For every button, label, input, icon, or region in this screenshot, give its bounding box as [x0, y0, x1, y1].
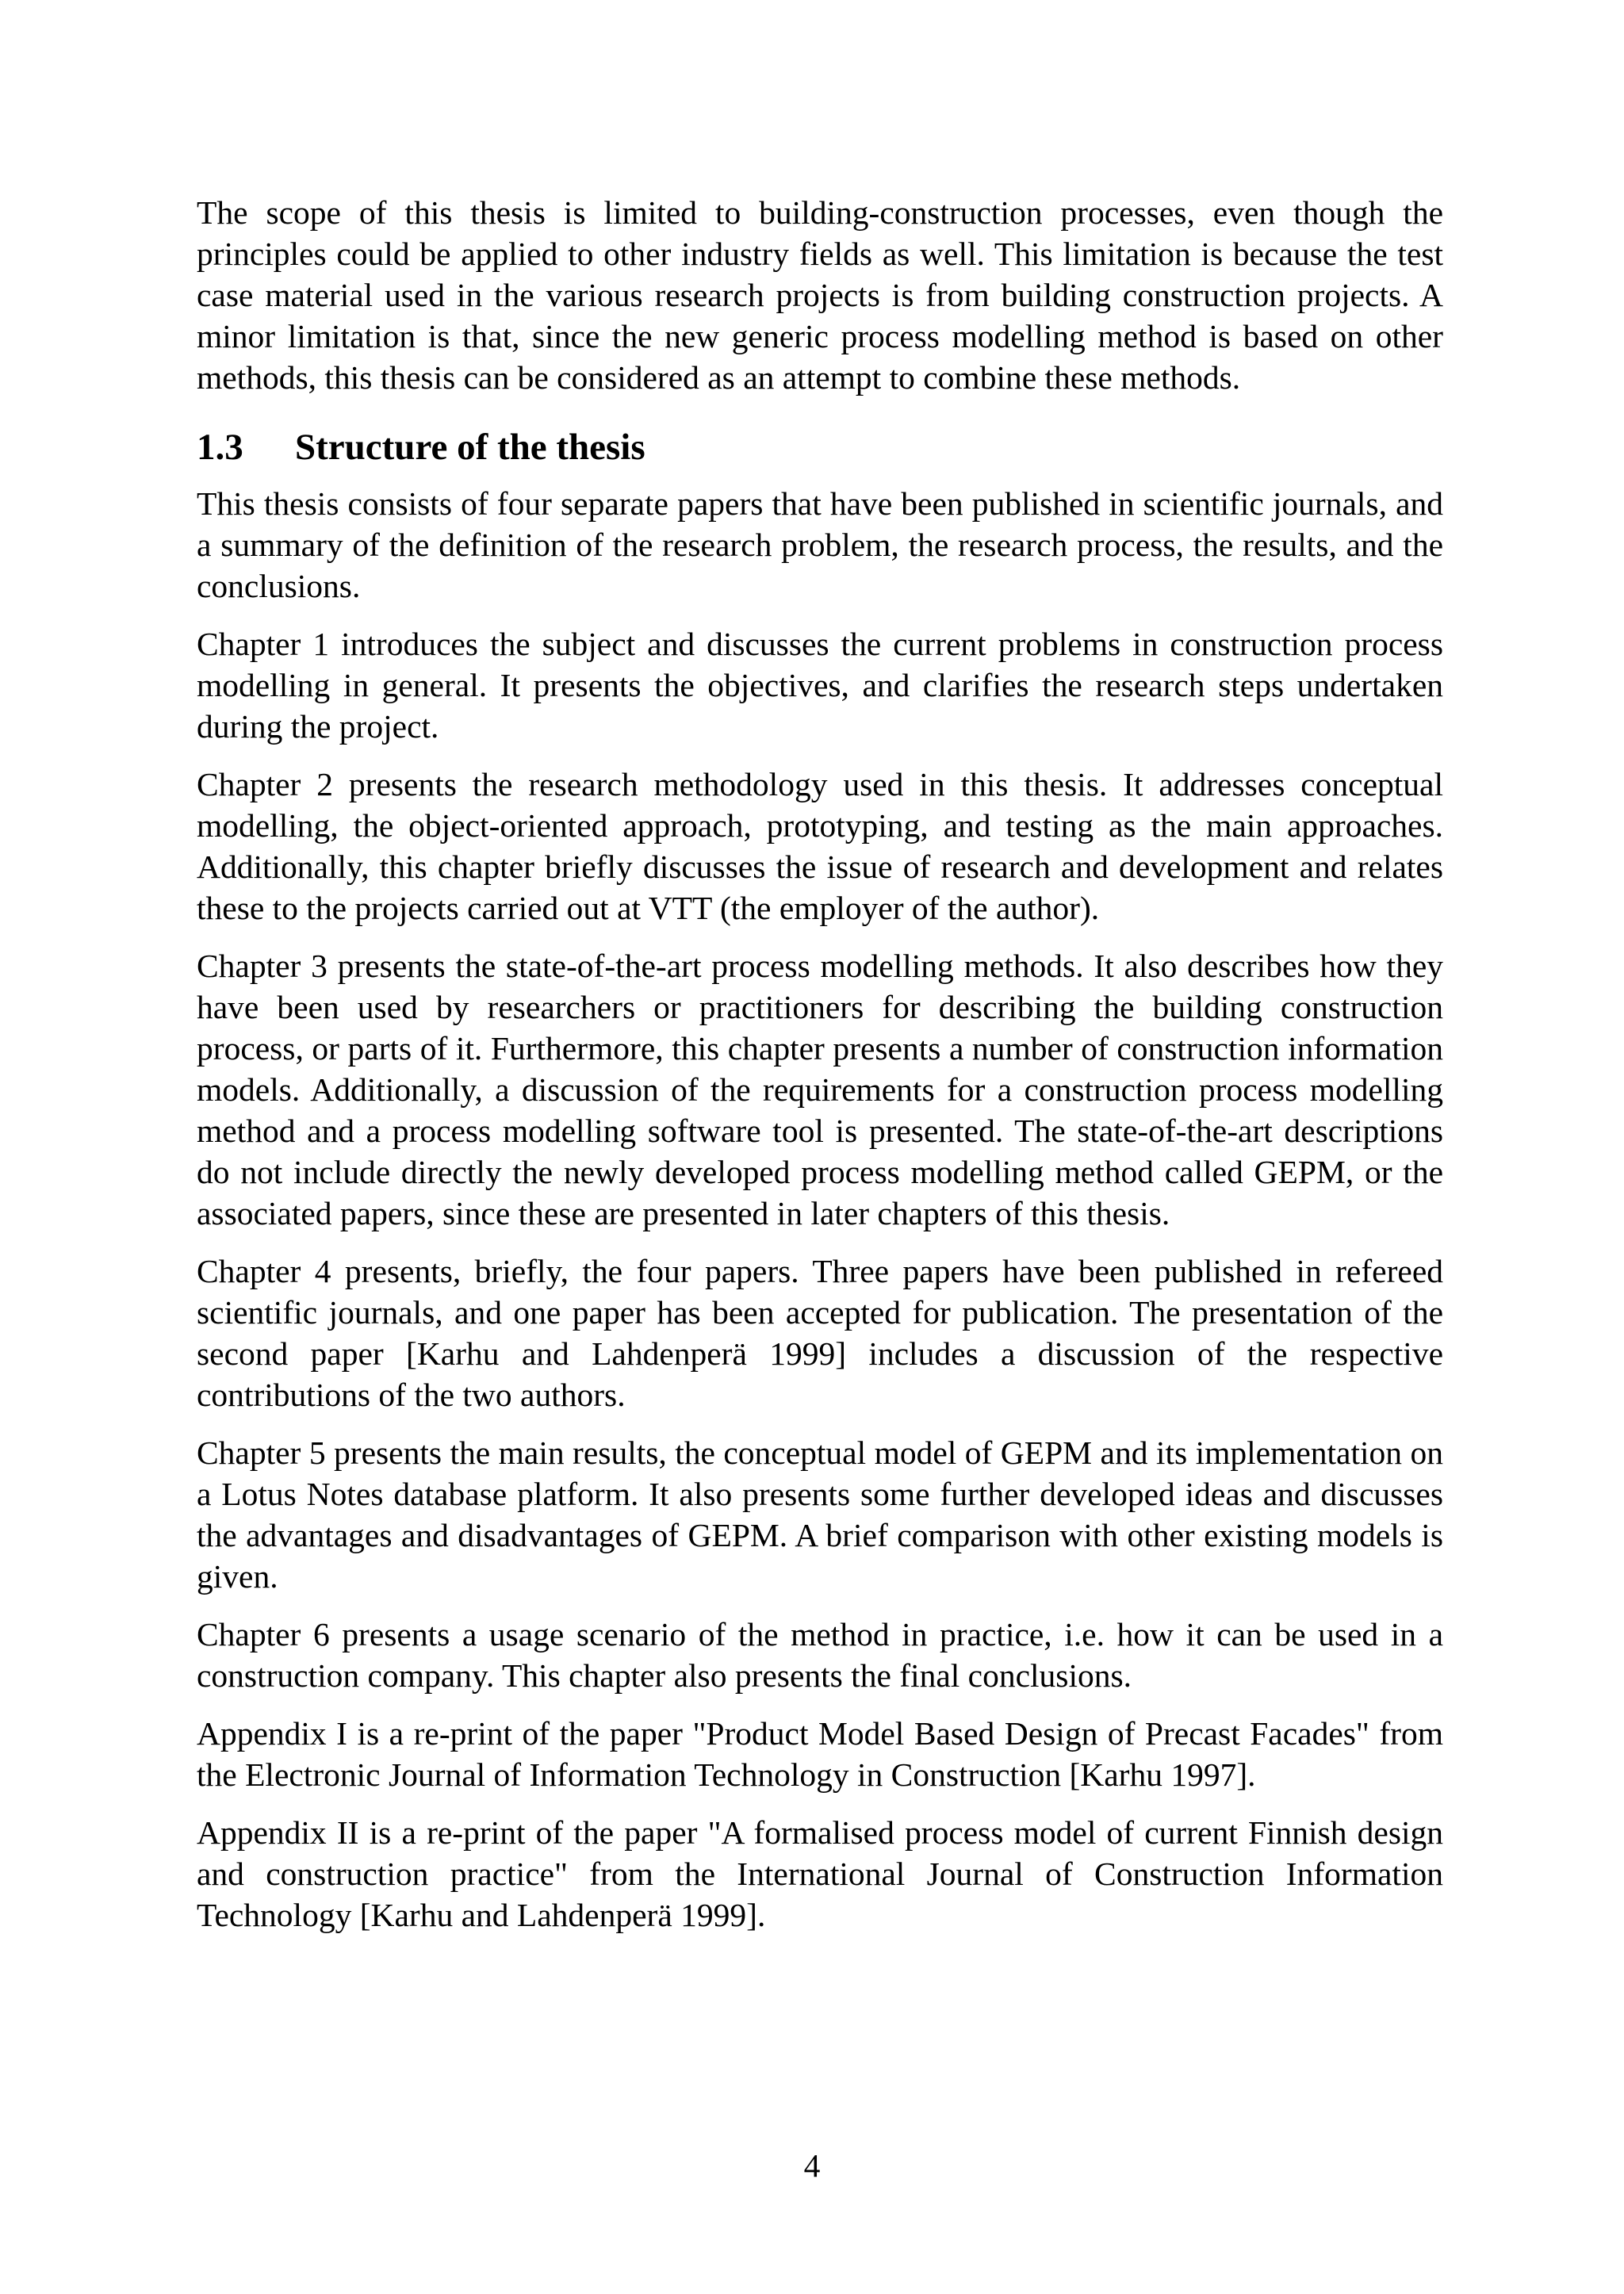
page-body	[197, 192, 1443, 1952]
section-number: 1.3	[197, 427, 243, 468]
paragraph-appendix-1: Appendix I is a re-print of the paper "Product Model Based Design of Precast Facades" from the Electronic Journal of Information Technology in Construction [Karhu 1997].	[197, 1715, 1443, 1793]
paragraph-chapter-6: Chapter 6 presents a usage scenario of the method in practice, i.e. how it can be used in a construction company. This chapter also presents the final conclusions.	[197, 1616, 1443, 1694]
paragraph-chapter-1: Chapter 1 introduces the subject and discusses the current problems in construction process modelling in general. It presents the objectives, and clarifies the research steps undertaken during the project.	[197, 626, 1443, 745]
paragraph-appendix-2: Appendix II is a re-print of the paper "A formalised process model of current Finnish design and construction practice" from the International Journal of Construction Information Technology [Karhu and Lahdenperä 1999].	[197, 1814, 1443, 1933]
paragraph-thesis-overview: This thesis consists of four separate papers that have been published in scientific journals, and a summary of the definition of the research problem, the research process, the results, and the conclusions.	[197, 485, 1443, 604]
section-title: Structure of the thesis	[295, 427, 645, 468]
intro-paragraph: The scope of this thesis is limited to building-construction processes, even though the principles could be applied to other industry fields as well. This limitation is because the test case material used in the various research projects is from building construction projects. A minor limitation is that, since the new generic process modelling method is based on other methods, this thesis can be considered as an attempt to combine these methods.	[197, 194, 1443, 396]
paragraph-chapter-5: Chapter 5 presents the main results, the conceptual model of GEPM and its implementation on a Lotus Notes database platform. It also presents some further developed ideas and discusses the advantages and disadvantages of GEPM. A brief comparison with other existing models is given.	[197, 1434, 1443, 1595]
page-number: 4	[803, 2147, 821, 2184]
paragraph-chapter-2: Chapter 2 presents the research methodology used in this thesis. It addresses conceptual modelling, the object-oriented approach, prototyping, and testing as the main approaches. Additionally, this chapter briefly discusses the issue of research and development and relates these to the projects carried out at VTT (the employer of the author).	[197, 766, 1443, 926]
section-heading	[197, 425, 1443, 469]
paragraph-chapter-4: Chapter 4 presents, briefly, the four papers. Three papers have been published in refereed scientific journals, and one paper has been accepted for publication. The presentation of the second paper [Karhu and Lahdenperä 1999] includes a discussion of the respective contributions of the two authors.	[197, 1253, 1443, 1413]
paragraph-chapter-3: Chapter 3 presents the state-of-the-art process modelling methods. It also describes how they have been used by researchers or practitioners for describing the building construction process, or parts of it. Furthermore, this chapter presents a number of construction information models. Additionally, a discussion of the requirements for a construction process modelling method and a process modelling software tool is presented. The state-of-the-art descriptions do not include directly the newly developed process modelling method called GEPM, or the associated papers, since these are presented in later chapters of this thesis.	[197, 948, 1443, 1231]
